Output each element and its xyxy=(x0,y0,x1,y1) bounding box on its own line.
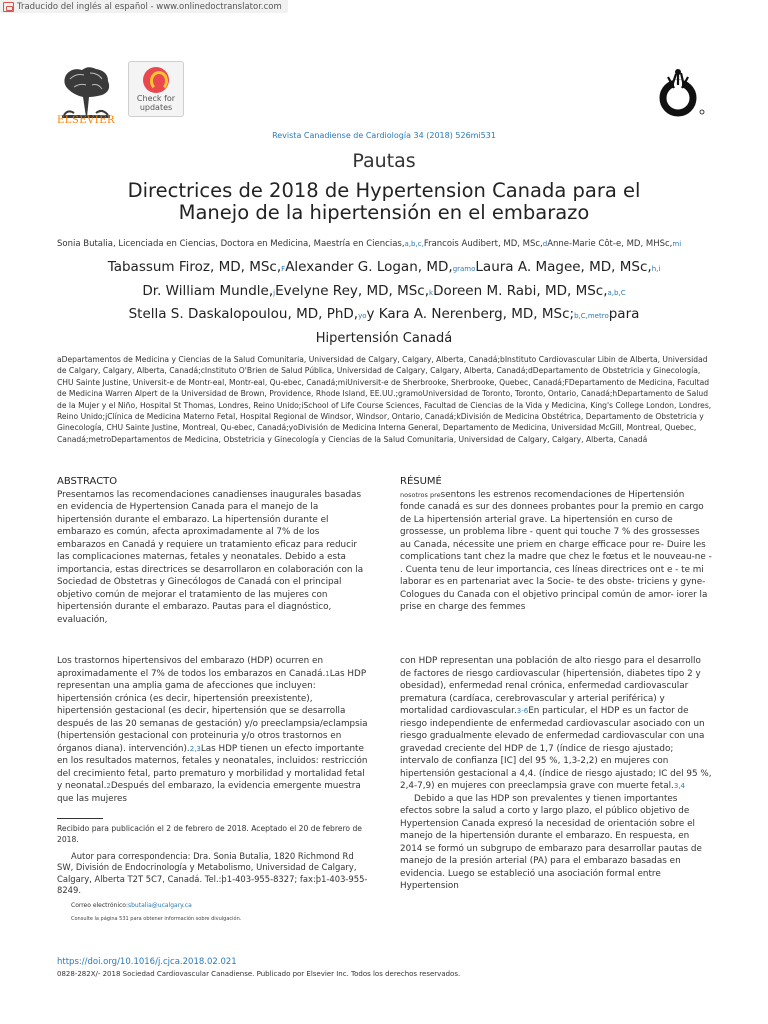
body-text: Las HDP representan una amplia gama de afecciones que incluyen: hipertensión crónica (es decir, hipertensión preexistente), hipertensión gestacional (es decir, hipertensión que se desarrolla después de las 20 semanas de gestación) y/o preeclampsia/eclampsia (hipertensión gestacional con proteinuria y/o otros trastornos en órganos diana). intervención). xyxy=(57,668,368,754)
author-affil-ref[interactable]: yo xyxy=(358,312,367,320)
resume-text xyxy=(400,489,712,614)
author-text: Tabassum Firoz, MD, MSc, xyxy=(107,259,282,275)
author-line-3 xyxy=(0,283,768,299)
body-paragraph: Debido a que las HDP son prevalentes y tienen importantes efectos sobre la salud a corto y largo plazo, el público objetivo de Hypertension Canada expresó la necesidad de orientación sobre el manejo de la hipertensión durante el embarazo. En respuesta, en 2014 se formó un subgrupo de embarazo para desarrollar pautas de manejo de la presión arterial (PA) para el embarazo basadas en evidencia. Luego se estableció una asociación formal entre Hypertension xyxy=(400,793,702,891)
email-label: Correo electrónico: xyxy=(71,902,128,910)
author-text: y Kara A. Nerenberg, MD, MSc; xyxy=(366,306,575,322)
author-affil-ref[interactable]: h,i xyxy=(651,265,661,273)
author-text: Alexander G. Logan, MD, xyxy=(285,259,453,275)
body-left-column xyxy=(57,655,369,805)
author-group: Hipertensión Canadá xyxy=(315,331,453,346)
title-line-2: Manejo de la hipertensión en el embarazo xyxy=(178,201,590,224)
article-title xyxy=(0,180,768,224)
author-affil-ref[interactable]: gramo xyxy=(452,265,476,273)
author-text: Stella S. Daskalopoulou, MD, PhD, xyxy=(128,306,359,322)
copyright-notice: 0828-282X/- 2018 Sociedad Cardiovascular Canadiense. Publicado por Elsevier Inc. Todos los derechos reservados. xyxy=(57,970,461,978)
check-for-updates-button[interactable] xyxy=(128,61,184,117)
author-text: Francois Audibert, MD, MSc, xyxy=(423,239,543,249)
section-label: Pautas xyxy=(352,150,416,172)
resume-block xyxy=(400,476,712,614)
received-date: Recibido para publicación el 2 de febrero de 2018. Aceptado el 20 de febrero de 2018. xyxy=(57,824,362,845)
author-affil-ref[interactable]: k xyxy=(429,289,434,297)
author-affil-ref[interactable]: d xyxy=(542,240,548,248)
elsevier-wordmark: ELSEVIER xyxy=(56,115,116,126)
citation-ref[interactable]: 3-6 xyxy=(516,707,529,715)
resume-body: sentons les estrenos recomendaciones de Hipertensión fonde canadá es sur des donnees probantes pour la premio en cargo de La hipertensión arterial grave. La hipertensión en curso de grossesse, un problema libre - quent qui touche 7 % des grossesses au Canada, nécessite une priem en charge efficace pour re- Duire les complications tant chez la madre que chez le fœtus et le nouveau-ne - . Cuenta tenu de leur importancia, ces líneas directrices ont e - te mi laborar es en partenariat avec la Socie- te des obste- triciens y gyne- Cologues du Canada con el objetivo principal común de amor- iorer la prise en charge des femmes xyxy=(400,489,712,612)
author-affil-ref[interactable]: a,b,c, xyxy=(404,240,424,248)
body-text: Las HDP tienen un efecto importante en los resultados maternos, fetales y neonatales, incluidos: restricción del crecimiento fetal, parto prematuro y morbilidad y mortalidad fetal y neonatal. xyxy=(57,743,368,791)
author-text: Laura A. Magee, MD, MSc, xyxy=(475,259,652,275)
footnote-divider xyxy=(57,818,103,819)
correspondence: Autor para correspondencia: Dra. Sonia Butalia, 1820 Richmond Rd SW, División de Endocrinología y Metabolismo, Universidad de Calgary, Calgary, Alberta T2T 5C7, Canadá. Tel.:þ1-403-955-8327; fax:þ1-403-955-8249. xyxy=(57,850,368,896)
resume-heading: RÉSUMÉ xyxy=(400,476,442,487)
author-text: Sonia Butalia, Licenciada en Ciencias, Doctora en Medicina, Maestría en Ciencias, xyxy=(57,239,405,249)
citation-ref[interactable]: 2,3 xyxy=(189,744,201,753)
abstract-block xyxy=(57,476,369,626)
body-text: Los trastornos hipertensivos del embarazo (HDP) ocurren en aproximadamente el 7% de todos los embarazos en Canadá. xyxy=(57,656,326,679)
check-for-updates-line1: Check for xyxy=(136,94,176,103)
resume-lead: nosotros pre xyxy=(400,490,441,499)
bookmark-icon xyxy=(143,67,169,93)
body-text: con HDP representan una población de alto riesgo para el desarrollo de factores de riesgo cardiovascular (hipertensión, diabetes tipo 2 y obesidad), enfermedad renal crónica, enfermedad cardiovascular prematura (cardíaca, cerebrovascular y arterial periférica) y mortalidad cardiovascular. xyxy=(400,656,701,716)
author-text: Doreen M. Rabi, MD, MSc, xyxy=(433,283,608,299)
title-line-1: Directrices de 2018 de Hypertension Canada para el xyxy=(127,179,641,202)
abstract-text: Presentamos las recomendaciones canadienses inaugurales basadas en evidencia de Hypertension Canada para el manejo de la hipertensión durante el embarazo. La hipertensión durante el embarazo es común, afecta aproximadamente al 7% de los embarazos en Canadá y requiere un tratamiento eficaz para reducir las complicaciones maternas, fetales y neonatales. Debido a esta importancia, estas directrices se desarrollaron en colaboración con la Sociedad de Obstetras y Ginecólogos de Canadá con el principal objetivo común de mejorar el tratamiento de las mujeres con hipertensión durante el embarazo. Pautas para el diagnóstico, evaluación, xyxy=(57,489,364,625)
body-text: En particular, el HDP es un factor de riesgo independiente de enfermedad cardiovascular asociado con un riesgo gradualmente elevado de enfermedad cardiovascular con una gravedad creciente del HDP de 1,7 (índice de riesgo ajustado; intervalo de confianza [IC] del 95 %, 1,3-2,2) en mujeres con hipertensión gestacional a 4,4. (índice de riesgo ajustado; IC del 95 %, 2,4-7,9) en mujeres con preeclampsia grave con muerte fetal. xyxy=(400,706,712,791)
journal-citation[interactable]: Revista Canadiense de Cardiología 34 (2018) 526mi531 xyxy=(272,131,496,140)
author-line-2 xyxy=(0,259,768,275)
translator-banner[interactable] xyxy=(0,0,288,13)
author-text: Anne-Marie Côt-e, MD, MHSc, xyxy=(547,239,673,249)
pdf-icon xyxy=(3,2,14,12)
author-text: Evelyne Rey, MD, MSc, xyxy=(275,283,430,299)
abstract-heading: ABSTRACTO xyxy=(57,476,118,487)
author-affil-ref[interactable]: mi xyxy=(672,240,682,248)
citation-ref[interactable]: 1 xyxy=(325,669,330,678)
author-line-4 xyxy=(0,306,768,322)
author-affil-ref[interactable]: F xyxy=(281,265,286,273)
author-affil-ref[interactable]: b,C,metro xyxy=(574,312,609,320)
check-for-updates-line2: updates xyxy=(139,103,173,112)
author-affil-ref[interactable]: j xyxy=(273,289,276,297)
author-affil-ref[interactable]: a,b,C xyxy=(607,289,626,297)
citation-ref[interactable]: 3,4 xyxy=(673,782,685,790)
author-text: para xyxy=(608,306,640,322)
affiliations: aDepartamentos de Medicina y Ciencias de la Salud Comunitaria, Universidad de Calgary, Calgary, Alberta, Canadá;bInstituto Cardiovascular Libin de Alberta, Universidad de Calgary, Calgary, Alberta, Canadá;cInstituto O'Brien de Salud Pública, Universidad de Calgary, Calgary, Alberta, Canadá;dDepartamento de Obstetricia y Ginecología, CHU Sainte Justine, Universit-e de Montr-eal, Montr-eal, Qu-ebec, Canadá;miUniversit-e de Sherbrooke, Sherbrooke, Quebec, Canadá;FDepartamento de Medicina, Facultad de Medicina Warren Alpert de la Universidad de Brown, Providence, Rhode Island, EE.UU.;gramoUniversidad de Toronto, Toronto, Ontario, Canadá;hDepartamento de Salud de la Mujer y el Niño, Hospital St Thomas, Londres, Reino Unido;iSchool of Life Course Sciences, Facultad de Ciencias de la Vida y Medicina, King's College London, Londres, Reino Unido;jClínica de Medicina Materno Fetal, Hospital Regional de Windsor, Windsor, Ontario, Canadá;kDivisión de Medicina Obstétrica, Departamento de Obstetricia y Ginecología, CHU Sainte Justine, Montreal, Qu-ebec, Canadá;yoDivisión de Medicina Interna General, Departamento de Medicina, Universidad McGill, Montreal, Quebec, Canadá;metroDepartamentos de Medicina, Obstetricia y Ginecología y Ciencias de la Salud Comunitaria, Universidad de Calgary, Calgary, Alberta, Canadá xyxy=(57,355,712,444)
email-line xyxy=(57,900,369,911)
body-right-column xyxy=(400,655,712,893)
disclosure-note: Consulte la página 531 para obtener información sobre divulgación. xyxy=(71,915,242,922)
doi-link[interactable]: https://doi.org/10.1016/j.cjca.2018.02.021 xyxy=(57,957,237,967)
author-line-1 xyxy=(57,239,737,249)
email-link[interactable]: sbutalia@ucalgary.ca xyxy=(128,902,192,910)
footnotes xyxy=(57,823,369,925)
body-text: Después del embarazo, la evidencia emergente muestra que las mujeres xyxy=(57,781,361,804)
citation-ref[interactable]: 2 xyxy=(106,782,111,790)
ccs-journal-logo xyxy=(652,66,712,120)
translator-text: Traducido del inglés al español - www.onlinedoctranslator.com xyxy=(17,2,282,12)
author-text: Dr. William Mundle, xyxy=(142,283,274,299)
